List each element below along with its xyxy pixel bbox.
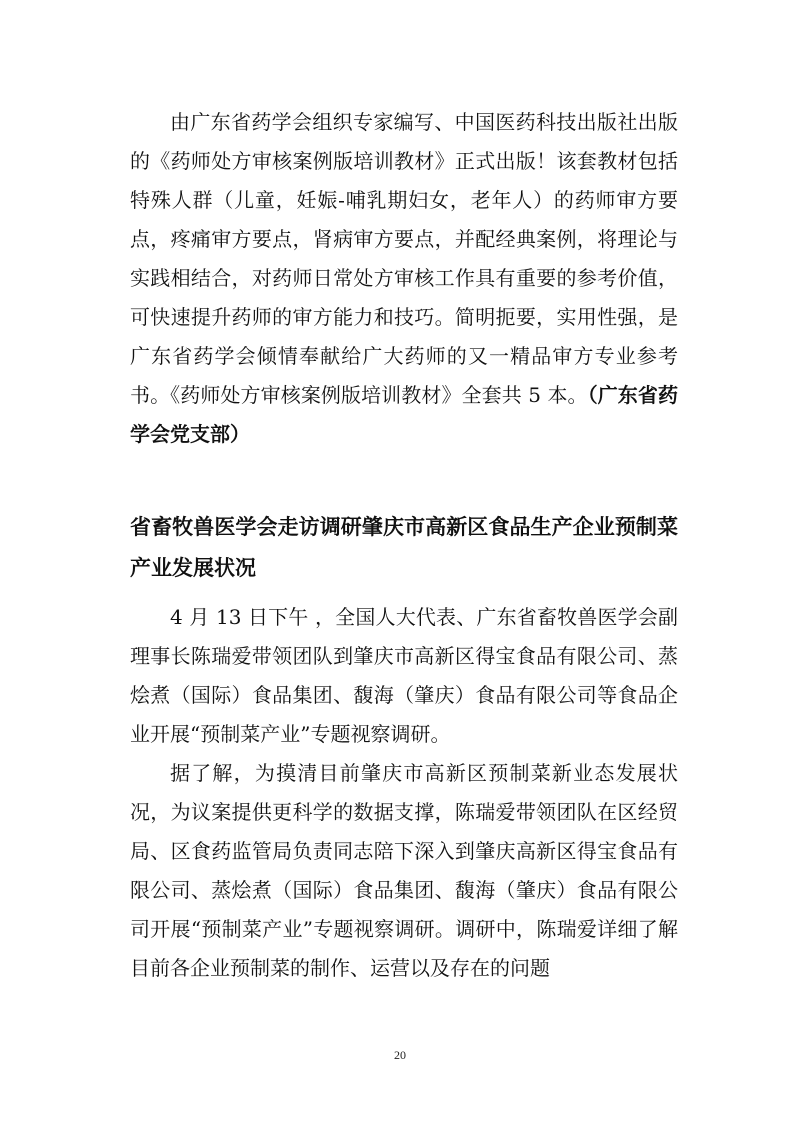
article-1-text: 由广东省药学会组织专家编写、中国医药科技出版社出版的《药师处方审核案例版培训教材》正式出版！该套教材包括特殊人群（儿童，妊娠-哺乳期妇女，老年人）的药师审方要点，疼痛审方要点，肾病审方要点，并配经典案例，将理论与实践相结合，对药师日常处方审核工作具有重要的参考价值，可快速提升药师的审方能力和技巧。简明扼要，实用性强，是广东省药学会倾情奉献给广大药师的又一精品审方专业参考书。《药师处方审核案例版培训教材》全套共 5 本。 (130, 110, 678, 407)
page-number: 20 (394, 1048, 406, 1062)
article-2-paragraph-1: 4 月 13 日下午 ，全国人大代表、广东省畜牧兽医学会副理事长陈瑞爱带领团队到肇庆市高新区得宝食品有限公司、蒸烩煮（国际）食品集团、馥海（肇庆）食品有限公司等食品企业开展“预制菜产业”专题视察调研。 (130, 605, 678, 746)
article-1-body (130, 103, 678, 454)
article-2-paragraph-2: 据了解，为摸清目前肇庆市高新区预制菜新业态发展状况，为议案提供更科学的数据支撑，陈瑞爱带领团队在区经贸局、区食药监管局负责同志陪下深入到肇庆高新区得宝食品有限公司、蒸烩煮（国际）食品集团、馥海（肇庆）食品有限公司开展“预制菜产业”专题视察调研。调研中，陈瑞爱详细了解目前各企业预制菜的制作、运营以及存在的问题 (130, 761, 678, 980)
article-1-paragraph (130, 103, 678, 454)
article-2-body (130, 598, 678, 988)
article-2-title: 省畜牧兽医学会走访调研肇庆市高新区食品生产企业预制菜产业发展状况 (130, 515, 678, 580)
article-1-source: （广东省药学会党支部） (130, 383, 678, 446)
